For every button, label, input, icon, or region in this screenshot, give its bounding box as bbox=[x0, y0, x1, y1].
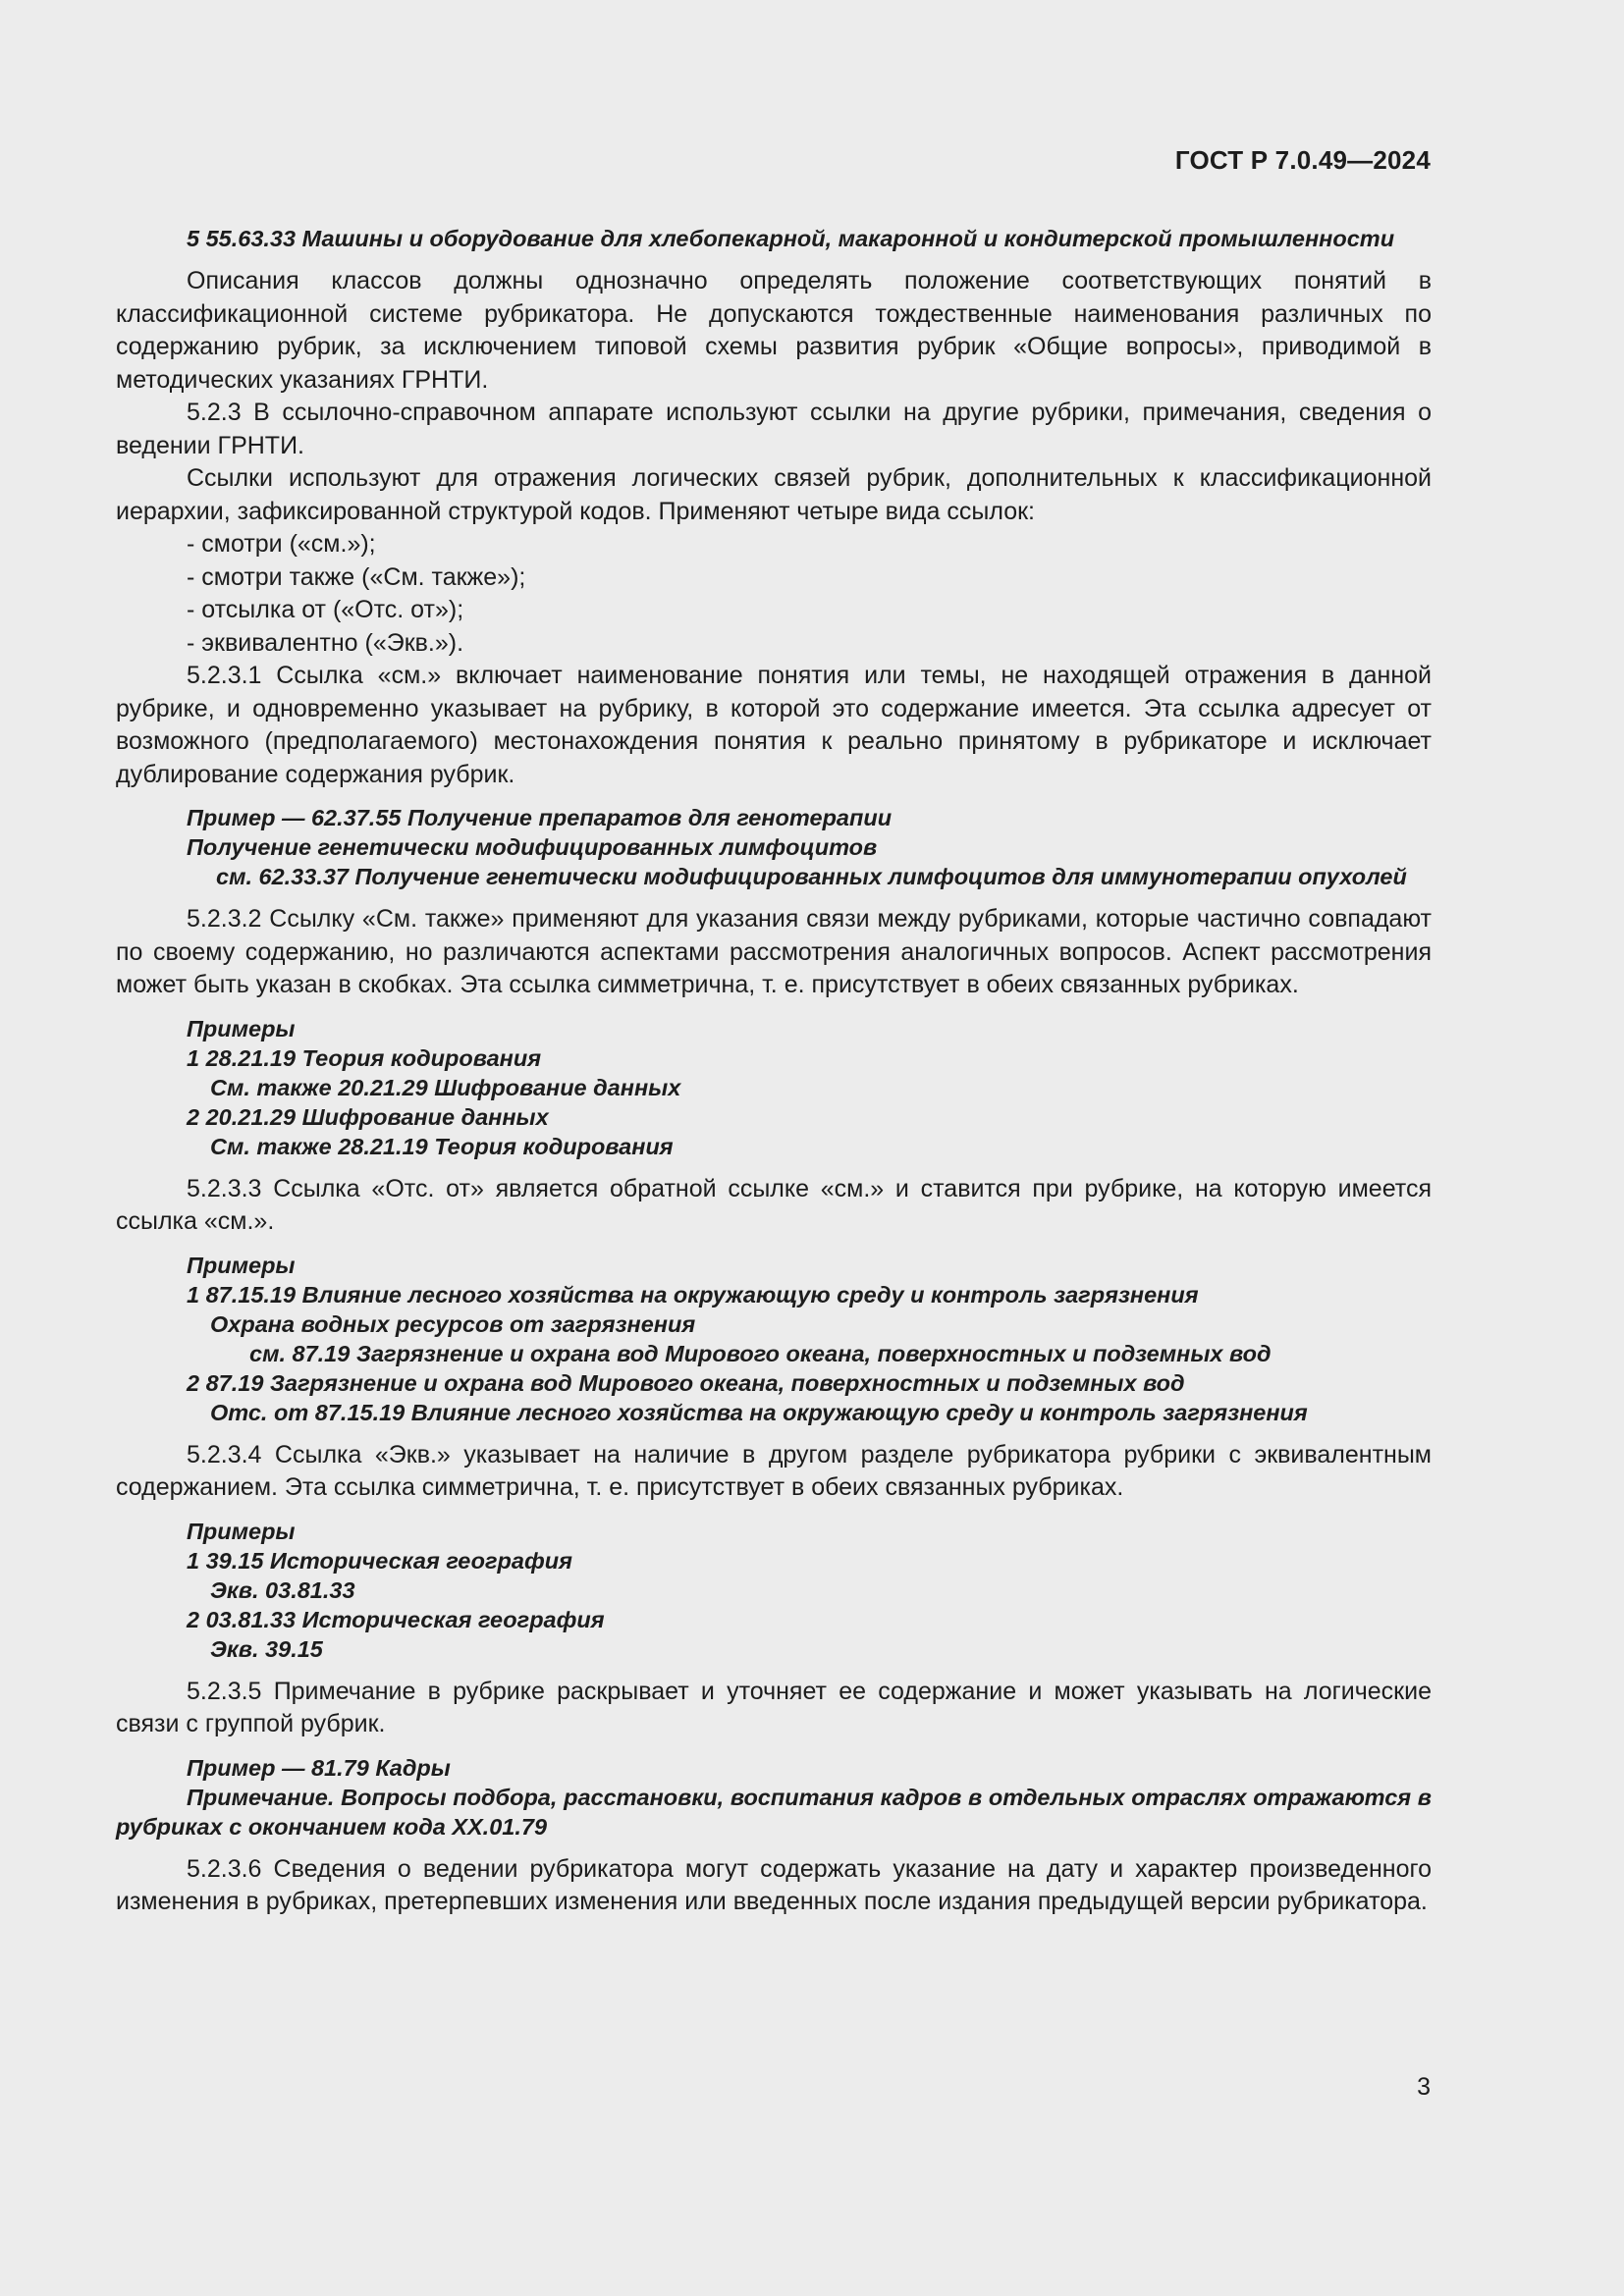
example-line: 1 39.15 Историческая география bbox=[187, 1547, 572, 1574]
example-line: см. 87.19 Загрязнение и охрана вод Мирового океана, поверхностных и подземных вод bbox=[249, 1340, 1272, 1366]
paragraph-links: Ссылки используют для отражения логических связей рубрик, дополнительных к классификационной иерархии, зафиксированной структурой кодов. Применяют четыре вида ссылок: bbox=[116, 464, 1432, 525]
paragraph-5-2-3-5: 5.2.3.5 Примечание в рубрике раскрывает и уточняет ее содержание и может указывать на логические связи с группой рубрик. bbox=[116, 1677, 1432, 1737]
example-line: 5 55.63.33 Машины и оборудование для хлебопекарной, макаронной и кондитерской промышленности bbox=[187, 226, 1395, 251]
paragraph-5-2-3-2: 5.2.3.2 Ссылку «См. также» применяют для указания связи между рубриками, которые частично совпадают по своему содержанию, но различаются аспектами рассмотрения аналогичных вопросов. Аспект рассмотрения может быть указан в скобках. Эта ссылка симметрична, т. е. присутствует в обеих связанных рубриках. bbox=[116, 905, 1432, 998]
example-title: Примеры bbox=[187, 1252, 296, 1278]
list-item: - смотри («см.»); bbox=[187, 530, 376, 558]
example-line: 2 20.21.29 Шифрование данных bbox=[187, 1103, 549, 1130]
example-line: Охрана водных ресурсов от загрязнения bbox=[210, 1310, 696, 1337]
example-line: См. также 28.21.19 Теория кодирования bbox=[210, 1133, 674, 1159]
example-line: 1 28.21.19 Теория кодирования bbox=[187, 1044, 542, 1071]
example-line: 2 03.81.33 Историческая география bbox=[187, 1606, 605, 1632]
page-number: 3 bbox=[1417, 2073, 1431, 2101]
example-block-5 bbox=[116, 1753, 1432, 1842]
example-block-3 bbox=[116, 1251, 1432, 1427]
example-line: Пример — 81.79 Кадры bbox=[187, 1754, 451, 1781]
document-number: ГОСТ Р 7.0.49—2024 bbox=[1174, 145, 1431, 175]
paragraph-5-2-3-6: 5.2.3.6 Сведения о ведении рубрикатора могут содержать указание на дату и характер произведенного изменения в рубриках, претерпевших изменения или введенных после издания предыдущей версии рубрикатора. bbox=[116, 1854, 1432, 1915]
example-block-1 bbox=[116, 803, 1432, 891]
list-item: - отсылка от («Отс. от»); bbox=[187, 596, 464, 623]
paragraph-5-2-3-3: 5.2.3.3 Ссылка «Отс. от» является обратной ссылке «см.» и ставится при рубрике, на которую имеется ссылка «см.». bbox=[116, 1174, 1432, 1235]
example-line: Пример — 62.37.55 Получение препаратов для генотерапии bbox=[187, 805, 893, 830]
example-line: Получение генетически модифицированных лимфоцитов bbox=[187, 834, 878, 860]
paragraph-5-2-3: 5.2.3 В ссылочно-справочном аппарате используют ссылки на другие рубрики, примечания, сведения о ведении ГРНТИ. bbox=[116, 399, 1432, 459]
paragraph-classes: Описания классов должны однозначно определять положение соответствующих понятий в классификационной системе рубрикатора. Не допускаются тождественные наименования различных по содержанию рубрик, за исключением типовой схемы развития рубрик «Общие вопросы», приводимой в методических указаниях ГРНТИ. bbox=[116, 267, 1432, 394]
example-line: Экв. 39.15 bbox=[210, 1635, 323, 1662]
example-title: Примеры bbox=[187, 1015, 296, 1041]
example-line: 2 87.19 Загрязнение и охрана вод Мирового океана, поверхностных и подземных вод bbox=[187, 1369, 1185, 1396]
example-title: Примеры bbox=[187, 1518, 296, 1544]
example-line: См. также 20.21.29 Шифрование данных bbox=[210, 1074, 681, 1100]
list-item: - эквивалентно («Экв.»). bbox=[187, 628, 464, 657]
example-intro bbox=[116, 224, 1432, 253]
example-block-4 bbox=[116, 1517, 1432, 1664]
paragraph-5-2-3-1: 5.2.3.1 Ссылка «см.» включает наименование понятия или темы, не находящей отражения в данной рубрике, и одновременно указывает на рубрику, в которой это содержание имеется. Эта ссылка адресует от возможного (предполагаемого) местонахождения понятия к реально принятому в рубрикаторе и исключает дублирование содержания рубрик. bbox=[116, 662, 1432, 788]
list-item: - смотри также («См. также»); bbox=[187, 562, 526, 591]
example-line: см. 62.33.37 Получение генетически модифицированных лимфоцитов для иммунотерапии опухолей bbox=[216, 864, 1407, 889]
example-line: Экв. 03.81.33 bbox=[210, 1576, 355, 1603]
example-line: 1 87.15.19 Влияние лесного хозяйства на окружающую среду и контроль загрязнения bbox=[187, 1281, 1199, 1308]
example-note: Примечание. Вопросы подбора, расстановки, воспитания кадров в отдельных отраслях отражаются в рубриках с окончанием кода XX.01.79 bbox=[116, 1784, 1432, 1840]
example-block-2 bbox=[116, 1014, 1432, 1161]
page-body bbox=[116, 224, 1432, 1919]
paragraph-5-2-3-4: 5.2.3.4 Ссылка «Экв.» указывает на наличие в другом разделе рубрикатора рубрики с эквивалентным содержанием. Эта ссылка симметрична, т. е. присутствует в обеих связанных рубриках. bbox=[116, 1440, 1432, 1501]
example-line: Отс. от 87.15.19 Влияние лесного хозяйства на окружающую среду и контроль загрязнения bbox=[210, 1399, 1308, 1425]
